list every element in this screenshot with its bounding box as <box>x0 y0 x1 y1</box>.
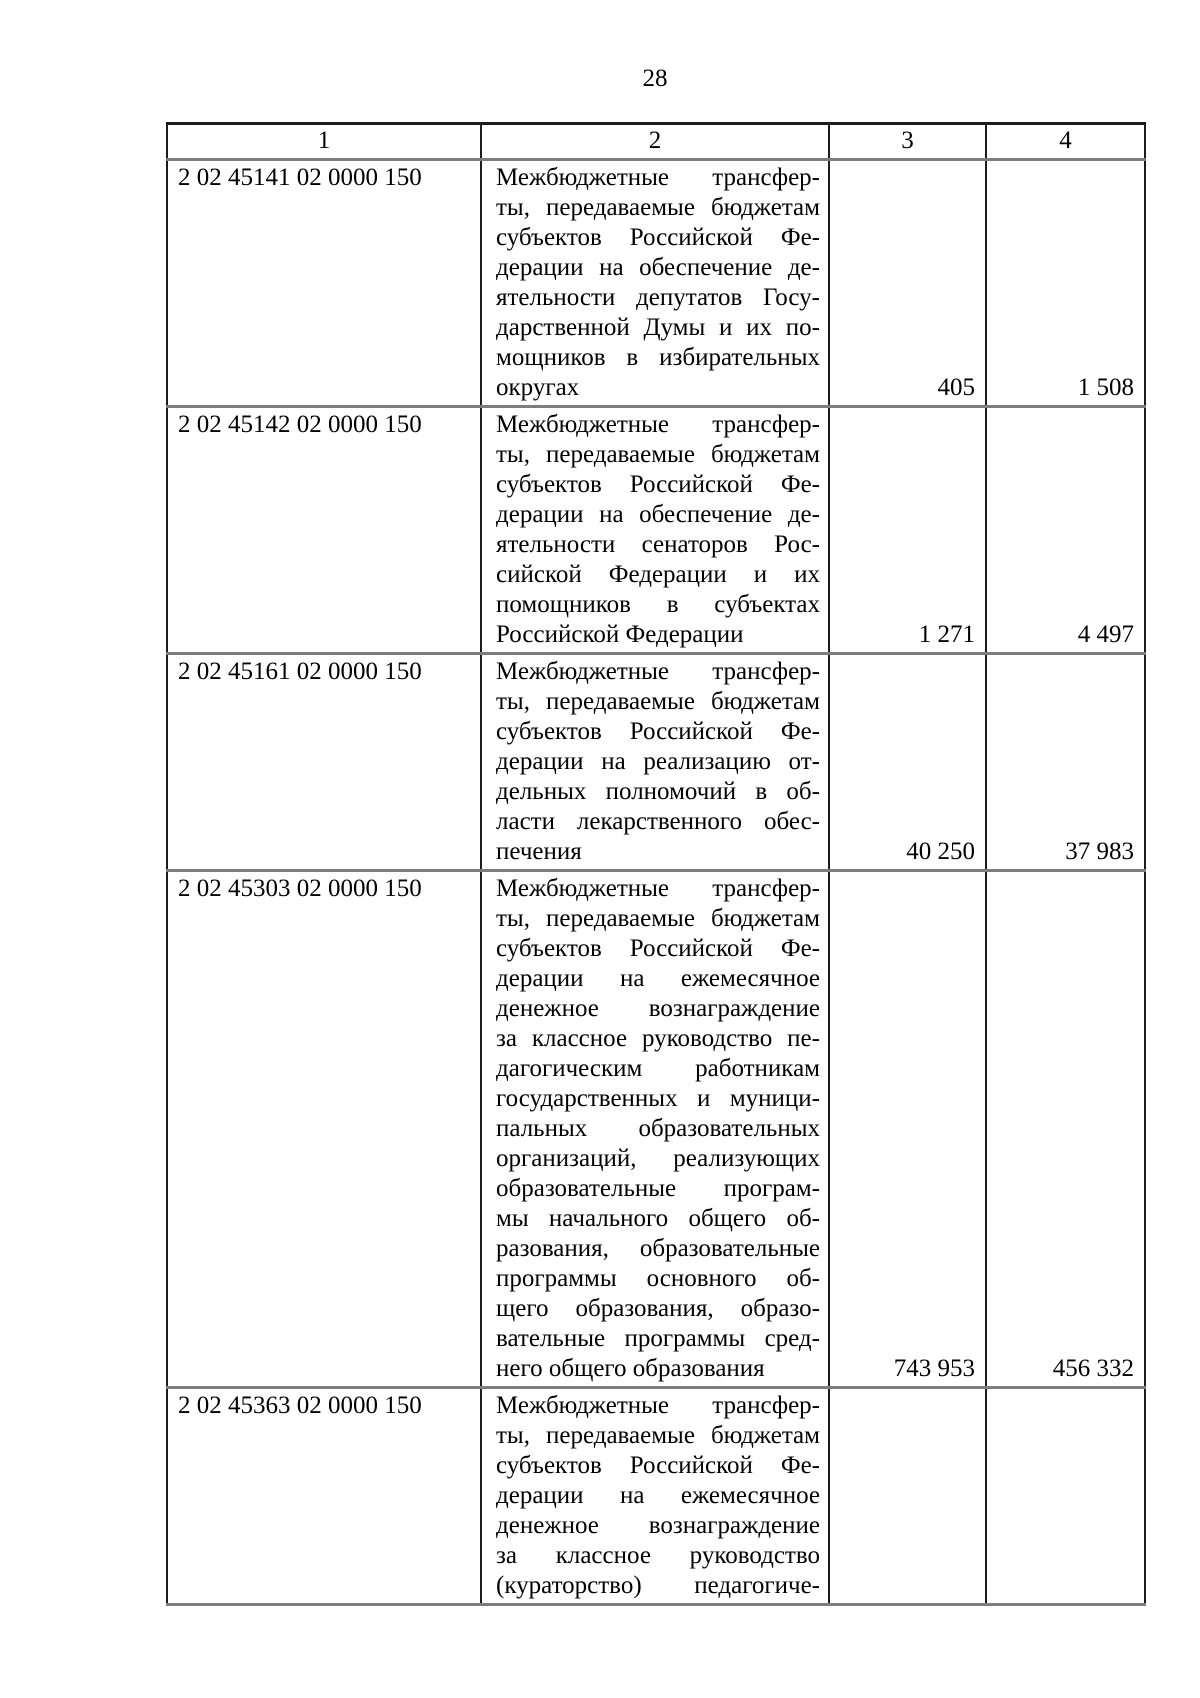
description-line: ятельности депутатов Госу- <box>496 284 820 311</box>
amount-cell-col3: 1 271 <box>829 407 986 654</box>
description-line: мощников в избирательных <box>496 344 820 371</box>
table-row <box>167 1388 1145 1605</box>
description-line: ятельности сенаторов Рос- <box>496 531 820 558</box>
amount-cell-col4 <box>986 1388 1145 1605</box>
description-line: дерации на обеспечение де- <box>496 501 820 528</box>
amount-cell-col3: 405 <box>829 160 986 407</box>
description-line: Межбюджетные трансфер- <box>496 875 820 902</box>
description-line: организаций, реализующих <box>496 1145 820 1172</box>
description-line: денежное вознаграждение <box>496 1512 820 1539</box>
table-row <box>167 407 1145 654</box>
budget-code-cell: 2 02 45363 02 0000 150 <box>167 1388 481 1605</box>
description-line: ты, передаваемые бюджетам <box>496 194 820 221</box>
budget-code-cell: 2 02 45161 02 0000 150 <box>167 654 481 871</box>
description-line: дарственной Думы и их по- <box>496 314 820 341</box>
amount-cell-col3: 743 953 <box>829 871 986 1388</box>
budget-table <box>166 122 1146 1606</box>
description-cell <box>481 1388 829 1605</box>
description-line: ты, передаваемые бюджетам <box>496 688 820 715</box>
description-line: печения <box>496 838 582 865</box>
budget-code-cell: 2 02 45303 02 0000 150 <box>167 871 481 1388</box>
description-line: ласти лекарственного обес- <box>496 808 820 835</box>
description-cell <box>481 654 829 871</box>
budget-table-body <box>167 160 1145 1605</box>
budget-code-cell: 2 02 45141 02 0000 150 <box>167 160 481 407</box>
description-line: программы основного об- <box>496 1265 820 1292</box>
col-header-description: 2 <box>481 124 829 160</box>
description-line: вательные программы сред- <box>496 1325 820 1352</box>
description-line: Российской Федерации <box>496 621 744 648</box>
description-line: государственных и муници- <box>496 1085 820 1112</box>
description-line: Межбюджетные трансфер- <box>496 1392 820 1419</box>
description-line: мы начального общего об- <box>496 1205 820 1232</box>
budget-code-cell: 2 02 45142 02 0000 150 <box>167 407 481 654</box>
amount-cell-col4: 1 508 <box>986 160 1145 407</box>
amount-cell-col3: 40 250 <box>829 654 986 871</box>
description-cell <box>481 871 829 1388</box>
description-line: субъектов Российской Фе- <box>496 224 820 251</box>
description-line: ты, передаваемые бюджетам <box>496 1422 820 1449</box>
amount-cell-col4: 4 497 <box>986 407 1145 654</box>
description-line: за классное руководство пе- <box>496 1025 820 1052</box>
table-row <box>167 871 1145 1388</box>
description-line: образовательные програм- <box>496 1175 820 1202</box>
description-cell <box>481 407 829 654</box>
col-header-amount-4: 4 <box>986 124 1145 160</box>
description-line: денежное вознаграждение <box>496 995 820 1022</box>
description-line: Межбюджетные трансфер- <box>496 164 820 191</box>
description-line: Межбюджетные трансфер- <box>496 658 820 685</box>
amount-cell-col4: 37 983 <box>986 654 1145 871</box>
description-line: субъектов Российской Фе- <box>496 1452 820 1479</box>
amount-cell-col4: 456 332 <box>986 871 1145 1388</box>
budget-table-header <box>167 124 1145 160</box>
col-header-amount-3: 3 <box>829 124 986 160</box>
table-row <box>167 160 1145 407</box>
description-line: дельных полномочий в об- <box>496 778 820 805</box>
description-line: пальных образовательных <box>496 1115 820 1142</box>
description-line: разования, образовательные <box>496 1235 820 1262</box>
description-line: ты, передаваемые бюджетам <box>496 441 820 468</box>
description-line: сийской Федерации и их <box>496 561 820 588</box>
description-line: дерации на обеспечение де- <box>496 254 820 281</box>
description-line: него общего образования <box>496 1355 765 1382</box>
description-line: дерации на ежемесячное <box>496 1482 820 1509</box>
description-line: субъектов Российской Фе- <box>496 935 820 962</box>
description-line: (кураторство) педагогиче- <box>496 1572 820 1599</box>
header-row <box>167 124 1145 160</box>
page-number: 28 <box>642 65 668 92</box>
description-line: дерации на ежемесячное <box>496 965 820 992</box>
description-line: округах <box>496 374 580 401</box>
description-line: щего образования, образо- <box>496 1295 820 1322</box>
description-line: субъектов Российской Фе- <box>496 718 820 745</box>
table-row <box>167 654 1145 871</box>
description-line: дагогическим работникам <box>496 1055 820 1082</box>
description-cell <box>481 160 829 407</box>
description-line: Межбюджетные трансфер- <box>496 411 820 438</box>
description-line: дерации на реализацию от- <box>496 748 820 775</box>
description-line: субъектов Российской Фе- <box>496 471 820 498</box>
description-line: ты, передаваемые бюджетам <box>496 905 820 932</box>
description-line: за классное руководство <box>496 1542 820 1569</box>
amount-cell-col3 <box>829 1388 986 1605</box>
description-line: помощников в субъектах <box>496 591 820 618</box>
col-header-code: 1 <box>167 124 481 160</box>
